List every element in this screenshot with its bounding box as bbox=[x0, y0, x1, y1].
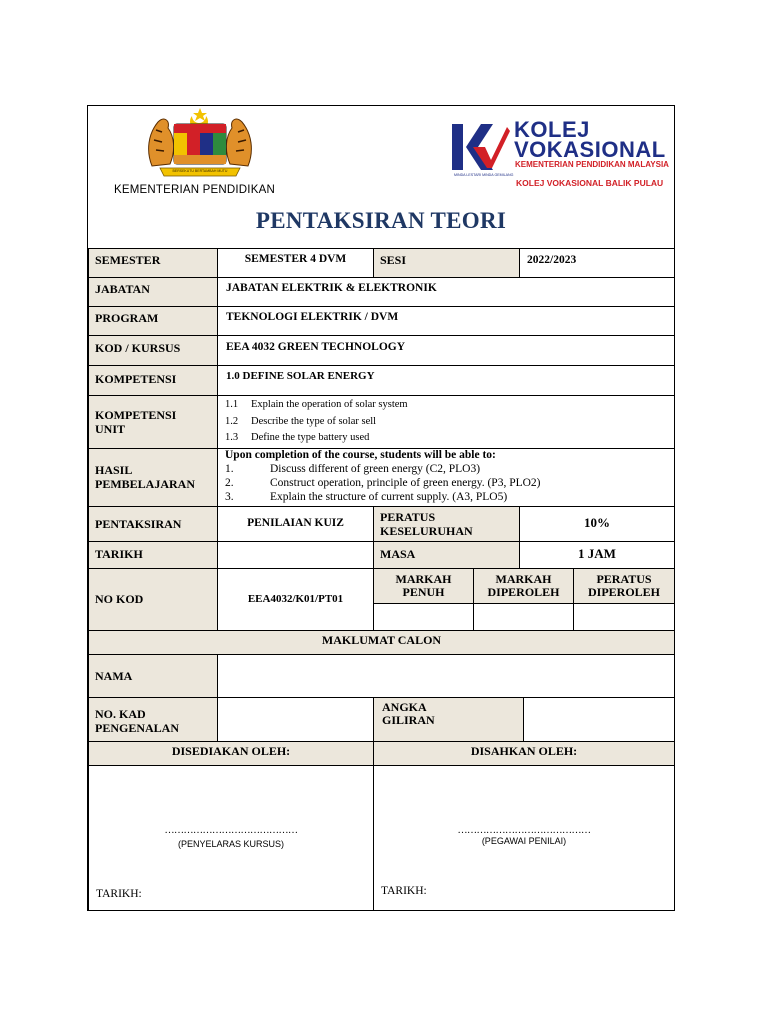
tarikh-label-cell bbox=[88, 541, 218, 569]
sesi-value: 2022/2023 bbox=[527, 254, 577, 266]
nama-label-cell bbox=[88, 654, 218, 698]
semester-label: SEMESTER bbox=[95, 253, 161, 267]
nama-value-cell[interactable] bbox=[217, 654, 675, 698]
pentaksiran-label-cell bbox=[88, 506, 218, 542]
peratus-label-line1: PERATUS bbox=[380, 510, 436, 524]
coat-of-arms-logo bbox=[140, 106, 260, 178]
peratus-keseluruhan-label-cell bbox=[373, 506, 520, 542]
peratus-diperoleh-line2: DIPEROLEH bbox=[587, 585, 660, 599]
peratus-diperoleh-line1: PERATUS bbox=[596, 572, 652, 586]
role-penyelaras-kursus: (PENYELARAS KURSUS) bbox=[177, 839, 285, 849]
markah-diperoleh-value-cell[interactable] bbox=[473, 603, 574, 631]
disahkan-label: DISAHKAN OLEH: bbox=[470, 744, 578, 758]
peratus-label-line2: KESELURUHAN bbox=[380, 524, 473, 538]
unit-text: Define the type battery used bbox=[251, 432, 370, 443]
nokod-label: NO KOD bbox=[95, 592, 144, 606]
program-value: TEKNOLOGI ELEKTRIK / DVM bbox=[226, 311, 399, 323]
jabatan-label-cell bbox=[88, 277, 218, 307]
outcome-number: 3. bbox=[225, 491, 234, 503]
kompetensi-value-cell bbox=[217, 365, 675, 396]
masa-value: 1 JAM bbox=[578, 546, 616, 561]
masa-label: MASA bbox=[380, 547, 416, 561]
hasil-label-line2: PEMBELAJARAN bbox=[95, 477, 196, 491]
angka-label-line1: ANGKA bbox=[382, 700, 427, 714]
tarikh-right-label: TARIKH: bbox=[381, 885, 427, 897]
outcome-text: Discuss different of green energy (C2, PLO3) bbox=[270, 463, 481, 475]
nokod-value: EEA4032/K01/PT01 bbox=[247, 593, 344, 605]
kompetensi-label: KOMPETENSI bbox=[95, 372, 177, 386]
nokad-value-cell[interactable] bbox=[217, 697, 374, 742]
peratus-diperoleh-value-cell[interactable] bbox=[573, 603, 675, 631]
signature-box-left[interactable] bbox=[88, 765, 374, 911]
outcome-text: Construct operation, principle of green energy. (P3, PLO2) bbox=[270, 477, 541, 489]
hasil-label-line1: HASIL bbox=[95, 463, 133, 477]
nama-label: NAMA bbox=[95, 669, 133, 683]
nokad-label-line2: PENGENALAN bbox=[95, 721, 180, 735]
markah-penuh-value-cell[interactable] bbox=[373, 603, 474, 631]
outcome-number: 2. bbox=[225, 477, 234, 489]
markah-penuh-line1: MARKAH bbox=[395, 572, 452, 586]
peratus-diperoleh-header bbox=[573, 568, 675, 604]
masa-label-cell bbox=[373, 541, 520, 569]
role-pegawai-penilai: (PEGAWAI PENILAI) bbox=[481, 836, 567, 846]
maklumat-calon-header bbox=[88, 630, 675, 655]
kv-college-name: KOLEJ VOKASIONAL BALIK PULAU bbox=[516, 178, 664, 188]
ministry-tagline: BERSEKUTU BERTAMBAH MUTU bbox=[172, 169, 228, 173]
disediakan-label: DISEDIAKAN OLEH: bbox=[171, 744, 291, 758]
semester-value: SEMESTER 4 DVM bbox=[244, 253, 347, 265]
sesi-label: SESI bbox=[380, 253, 407, 267]
program-label: PROGRAM bbox=[95, 311, 159, 325]
tarikh-left-label: TARIKH: bbox=[96, 888, 142, 900]
sesi-value-cell bbox=[519, 248, 675, 278]
ministry-label: KEMENTERIAN PENDIDIKAN bbox=[114, 184, 275, 196]
kod-kursus-value: EEA 4032 GREEN TECHNOLOGY bbox=[226, 341, 406, 353]
markah-diperoleh-header bbox=[473, 568, 574, 604]
jabatan-label: JABATAN bbox=[95, 282, 150, 296]
program-label-cell bbox=[88, 306, 218, 336]
kompetensi-value: 1.0 DEFINE SOLAR ENERGY bbox=[226, 370, 375, 382]
kompetensi-unit-label-line2: UNIT bbox=[95, 422, 126, 436]
disediakan-header bbox=[88, 741, 374, 766]
peratus-keseluruhan-value: 10% bbox=[584, 515, 610, 530]
page-title: PENTAKSIRAN TEORI bbox=[255, 208, 507, 233]
angka-label-line2: GILIRAN bbox=[382, 713, 435, 727]
kv-title-line2: VOKASIONAL bbox=[514, 137, 666, 162]
nokad-label-cell bbox=[88, 697, 218, 742]
peratus-keseluruhan-value-cell bbox=[519, 506, 675, 542]
tarikh-value-cell[interactable] bbox=[217, 541, 374, 569]
unit-number: 1.3 bbox=[225, 432, 239, 443]
kompetensi-label-cell bbox=[88, 365, 218, 396]
semester-value-cell bbox=[217, 248, 374, 278]
unit-text: Explain the operation of solar system bbox=[251, 399, 408, 410]
angka-giliran-value-cell[interactable] bbox=[523, 697, 675, 742]
kompetensi-unit-label-cell bbox=[88, 395, 218, 449]
hasil-pembelajaran-list bbox=[217, 448, 675, 507]
unit-text: Describe the type of solar sell bbox=[251, 416, 377, 427]
pentaksiran-value: PENILAIAN KUIZ bbox=[247, 517, 344, 529]
nokod-label-cell bbox=[88, 568, 218, 631]
kolej-vokasional-logo-mark bbox=[451, 123, 511, 173]
kv-tagline: MINDA LESTARI MINDA GEMILANG bbox=[454, 173, 514, 177]
signature-line-left: …………………………………… bbox=[164, 825, 298, 836]
kv-title-line1: KOLEJ bbox=[514, 117, 590, 142]
signature-line-right: …………………………………… bbox=[457, 825, 591, 836]
kv-subtitle: KEMENTERIAN PENDIDIKAN MALAYSIA bbox=[515, 160, 669, 169]
outcome-number: 1. bbox=[225, 463, 234, 475]
markah-diperoleh-line1: MARKAH bbox=[495, 572, 552, 586]
tarikh-label: TARIKH bbox=[95, 547, 143, 561]
unit-number: 1.1 bbox=[225, 399, 239, 410]
kod-kursus-label: KOD / KURSUS bbox=[95, 341, 181, 355]
markah-penuh-line2: PENUH bbox=[402, 585, 445, 599]
semester-label-cell bbox=[88, 248, 218, 278]
disahkan-header bbox=[373, 741, 675, 766]
signature-box-right[interactable] bbox=[373, 765, 675, 911]
hasil-pembelajaran-label-cell bbox=[88, 448, 218, 507]
jabatan-value: JABATAN ELEKTRIK & ELEKTRONIK bbox=[226, 282, 437, 294]
kompetensi-unit-label-line1: KOMPETENSI bbox=[95, 408, 177, 422]
unit-number: 1.2 bbox=[225, 416, 239, 427]
markah-penuh-header bbox=[373, 568, 474, 604]
markah-diperoleh-line2: DIPEROLEH bbox=[487, 585, 560, 599]
kompetensi-unit-list bbox=[217, 395, 675, 449]
nokad-label-line1: NO. KAD bbox=[95, 707, 146, 721]
program-value-cell bbox=[217, 306, 675, 336]
angka-giliran-label-cell bbox=[373, 697, 524, 742]
pentaksiran-label: PENTAKSIRAN bbox=[95, 517, 182, 531]
sesi-label-cell bbox=[373, 248, 520, 278]
pentaksiran-value-cell bbox=[217, 506, 374, 542]
kod-kursus-label-cell bbox=[88, 335, 218, 366]
masa-value-cell bbox=[519, 541, 675, 569]
nokod-value-cell bbox=[217, 568, 374, 631]
maklumat-calon-title: MAKLUMAT CALON bbox=[321, 633, 442, 647]
outcomes-intro: Upon completion of the course, students will be able to: bbox=[225, 449, 496, 461]
kod-kursus-value-cell bbox=[217, 335, 675, 366]
outcome-text: Explain the structure of current supply. (A3, PLO5) bbox=[270, 491, 508, 503]
jabatan-value-cell bbox=[217, 277, 675, 307]
